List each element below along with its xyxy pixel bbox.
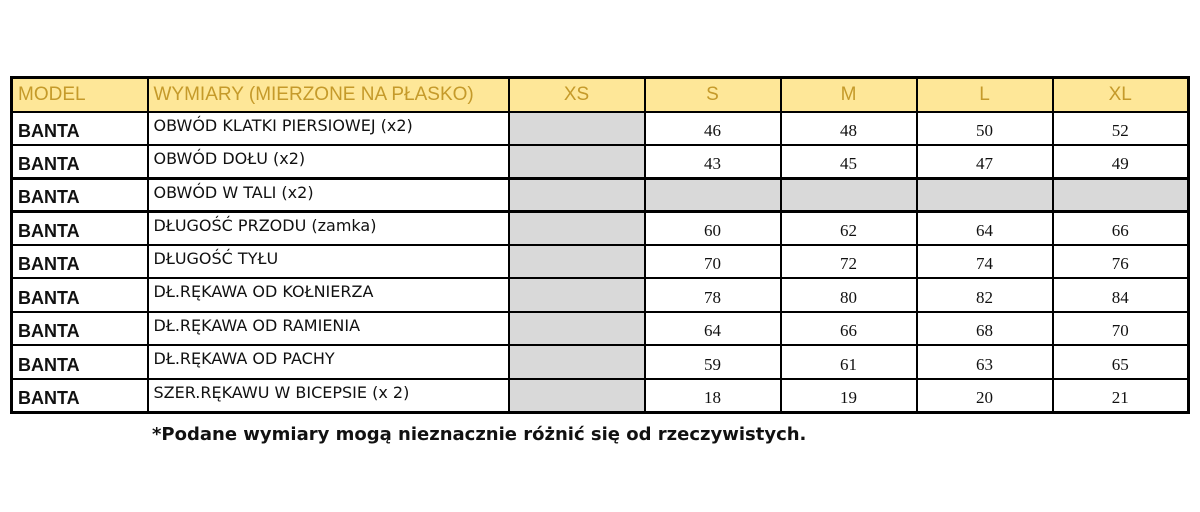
value-cell-m — [781, 178, 917, 211]
value-cell-l: 63 — [917, 345, 1053, 378]
header-size-xl: XL — [1053, 78, 1189, 112]
dimension-cell: DŁ.RĘKAWA OD PACHY — [148, 345, 509, 378]
value-cell-l: 74 — [917, 245, 1053, 278]
value-cell-l — [917, 178, 1053, 211]
table-row — [12, 145, 1189, 178]
value-cell-xl — [1053, 178, 1189, 211]
model-cell: BANTA — [12, 112, 148, 145]
value-cell-m: 45 — [781, 145, 917, 178]
size-table — [10, 76, 1190, 414]
model-cell: BANTA — [12, 245, 148, 278]
value-cell-m: 62 — [781, 212, 917, 245]
value-cell-xs — [509, 112, 645, 145]
value-cell-m: 61 — [781, 345, 917, 378]
dimension-cell: DŁ.RĘKAWA OD RAMIENIA — [148, 312, 509, 345]
header-row — [12, 78, 1189, 112]
value-cell-l: 47 — [917, 145, 1053, 178]
model-cell: BANTA — [12, 278, 148, 311]
dimension-cell: SZER.RĘKAWU W BICEPSIE (x 2) — [148, 379, 509, 412]
value-cell-xl: 21 — [1053, 379, 1189, 412]
value-cell-l: 64 — [917, 212, 1053, 245]
value-cell-l: 20 — [917, 379, 1053, 412]
table-row — [12, 345, 1189, 378]
value-cell-m: 72 — [781, 245, 917, 278]
value-cell-xs — [509, 145, 645, 178]
dimension-cell: OBWÓD W TALI (x2) — [148, 178, 509, 211]
header-dimensions: WYMIARY (MIERZONE NA PŁASKO) — [148, 78, 509, 112]
value-cell-xl: 76 — [1053, 245, 1189, 278]
value-cell-l: 68 — [917, 312, 1053, 345]
value-cell-xs — [509, 379, 645, 412]
dimension-cell: DŁUGOŚĆ TYŁU — [148, 245, 509, 278]
model-cell: BANTA — [12, 145, 148, 178]
table-row — [12, 178, 1189, 211]
value-cell-m: 66 — [781, 312, 917, 345]
table-row — [12, 212, 1189, 245]
table-row — [12, 312, 1189, 345]
header-size-s: S — [645, 78, 781, 112]
model-cell: BANTA — [12, 379, 148, 412]
value-cell-xl: 84 — [1053, 278, 1189, 311]
value-cell-xs — [509, 278, 645, 311]
table-row — [12, 245, 1189, 278]
value-cell-m: 48 — [781, 112, 917, 145]
value-cell-xs — [509, 312, 645, 345]
value-cell-s: 60 — [645, 212, 781, 245]
value-cell-s: 64 — [645, 312, 781, 345]
value-cell-xl: 66 — [1053, 212, 1189, 245]
header-model: MODEL — [12, 78, 148, 112]
value-cell-s: 18 — [645, 379, 781, 412]
table-row — [12, 278, 1189, 311]
dimension-cell: OBWÓD KLATKI PIERSIOWEJ (x2) — [148, 112, 509, 145]
value-cell-xl: 70 — [1053, 312, 1189, 345]
model-cell: BANTA — [12, 212, 148, 245]
dimension-cell: DŁ.RĘKAWA OD KOŁNIERZA — [148, 278, 509, 311]
value-cell-xs — [509, 178, 645, 211]
value-cell-s: 43 — [645, 145, 781, 178]
model-cell: BANTA — [12, 345, 148, 378]
value-cell-l: 50 — [917, 112, 1053, 145]
table-row — [12, 379, 1189, 412]
dimension-cell: OBWÓD DOŁU (x2) — [148, 145, 509, 178]
value-cell-xl: 49 — [1053, 145, 1189, 178]
value-cell-s — [645, 178, 781, 211]
model-cell: BANTA — [12, 178, 148, 211]
value-cell-xs — [509, 245, 645, 278]
value-cell-s: 78 — [645, 278, 781, 311]
value-cell-xs — [509, 345, 645, 378]
dimension-cell: DŁUGOŚĆ PRZODU (zamka) — [148, 212, 509, 245]
value-cell-xs — [509, 212, 645, 245]
header-size-l: L — [917, 78, 1053, 112]
value-cell-s: 46 — [645, 112, 781, 145]
header-size-m: M — [781, 78, 917, 112]
value-cell-s: 59 — [645, 345, 781, 378]
value-cell-m: 80 — [781, 278, 917, 311]
table-row — [12, 112, 1189, 145]
value-cell-m: 19 — [781, 379, 917, 412]
header-size-xs: XS — [509, 78, 645, 112]
table-body — [12, 112, 1189, 413]
value-cell-s: 70 — [645, 245, 781, 278]
value-cell-xl: 52 — [1053, 112, 1189, 145]
model-cell: BANTA — [12, 312, 148, 345]
footnote: *Podane wymiary mogą nieznacznie różnić się od rzeczywistych. — [152, 424, 807, 445]
value-cell-l: 82 — [917, 278, 1053, 311]
value-cell-xl: 65 — [1053, 345, 1189, 378]
